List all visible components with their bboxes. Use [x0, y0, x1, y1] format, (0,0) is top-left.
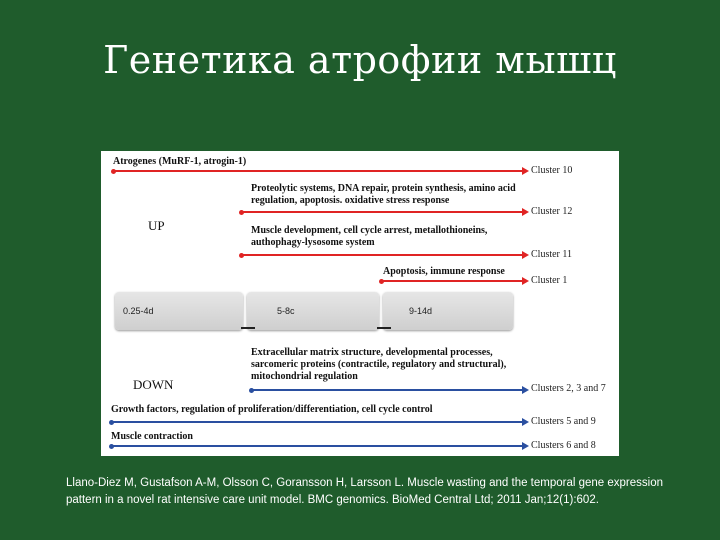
row-label-muscle-contraction: Muscle contraction [111, 431, 193, 442]
timeline-figure [101, 151, 619, 456]
row-label-apoptosis: Apoptosis, immune response [383, 266, 505, 277]
cluster-label-proteolytic: Cluster 12 [531, 206, 573, 217]
timeline-segment-3 [383, 292, 513, 330]
blue-arrow-extracellular-matrix [251, 389, 523, 391]
slide-title: Генетика атрофии мышц [103, 38, 617, 82]
red-arrow-apoptosis [381, 280, 523, 282]
timeline-label-3: 9-14d [409, 306, 433, 316]
red-arrow-atrogenes [113, 170, 523, 172]
row-label-muscle-development: Muscle development, cell cycle arrest, metallothioneins, authophagy-lysosome system [251, 225, 488, 248]
blue-arrow-growth-factors [111, 421, 523, 423]
cluster-label-apoptosis: Cluster 1 [531, 275, 568, 286]
cluster-label-atrogenes: Cluster 10 [531, 165, 573, 176]
row-label-proteolytic: Proteolytic systems, DNA repair, protein synthesis, amino acid regulation, apoptosis. oxidative stress response [251, 183, 516, 206]
cluster-label-muscle-contraction: Clusters 6 and 8 [531, 440, 596, 451]
cluster-label-extracellular-matrix: Clusters 2, 3 and 7 [531, 383, 606, 394]
row-label-growth-factors: Growth factors, regulation of proliferation/differentiation, cell cycle control [111, 404, 433, 415]
row-label-extracellular-matrix: Extracellular matrix structure, developmental processes, sarcomeric proteins (contractile, regulatory and structural), mitochondrial regulation [251, 347, 507, 382]
timeline-tick-1 [241, 327, 255, 329]
timeline-label-1: 0.25-4d [123, 306, 154, 316]
timeline-segment-1 [115, 292, 243, 330]
blue-arrow-muscle-contraction [111, 445, 523, 447]
timeline-segment-2 [247, 292, 379, 330]
red-arrow-muscle-development [241, 254, 523, 256]
red-arrow-proteolytic [241, 211, 523, 213]
up-label: UP [148, 218, 165, 233]
cluster-label-growth-factors: Clusters 5 and 9 [531, 416, 596, 427]
citation-caption: Llano-Diez M, Gustafson A-M, Olsson C, Goransson H, Larsson L. Muscle wasting and the temporal gene expression pattern in a novel rat intensive care unit model. BMC genomics. BioMed Central Ltd; 2011 Jan;12(1):602. [66, 477, 664, 506]
row-label-atrogenes: Atrogenes (MuRF-1, atrogin-1) [113, 156, 247, 167]
timeline-tick-2 [377, 327, 391, 329]
down-label: DOWN [133, 377, 174, 392]
timeline-label-2: 5-8c [277, 306, 295, 316]
cluster-label-muscle-development: Cluster 11 [531, 249, 573, 260]
